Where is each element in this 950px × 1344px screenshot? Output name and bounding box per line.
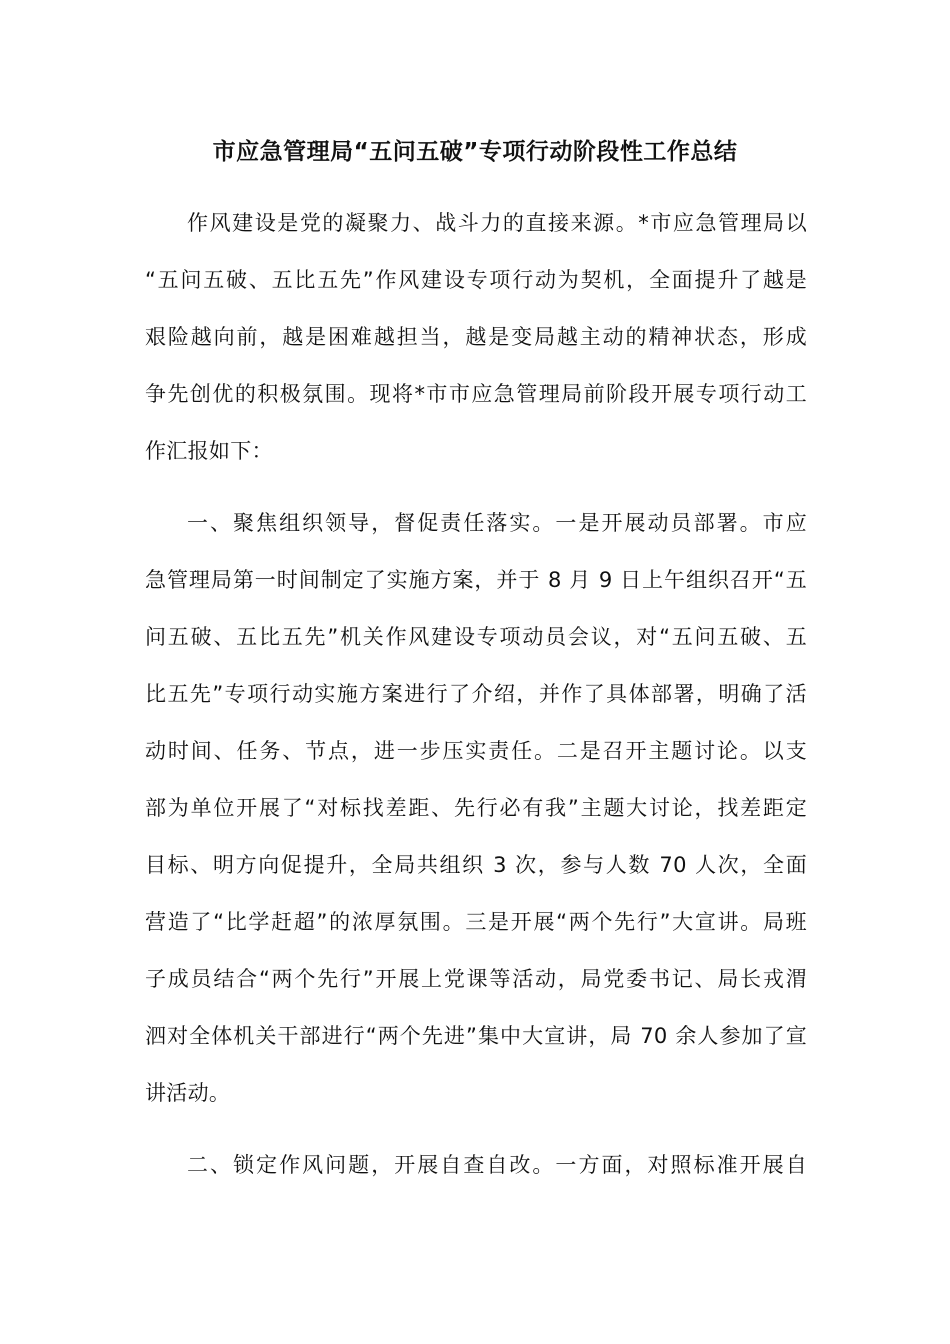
paragraph-line: 比五先”专项行动实施方案进行了介绍，并作了具体部署，明确了活 [145,682,807,706]
paragraph-line: 艰险越向前，越是困难越担当，越是变局越主动的精神状态，形成 [145,325,807,349]
paragraph-line: 泗对全体机关干部进行“两个先进”集中大宣讲，局 70 余人参加了宣 [145,1024,807,1048]
paragraph-line: “五问五破、五比五先”作风建设专项行动为契机，全面提升了越是 [145,268,807,292]
paragraph-line: 一、聚焦组织领导，督促责任落实。一是开展动员部署。市应 [187,511,807,535]
paragraph-line: 急管理局第一时间制定了实施方案，并于 8 月 9 日上午组织召开“五 [145,568,807,592]
document-title: 市应急管理局“五问五破”专项行动阶段性工作总结 [212,139,738,165]
paragraph-line: 作汇报如下： [145,439,273,463]
paragraph-line: 争先创优的积极氛围。现将*市市应急管理局前阶段开展专项行动工 [145,382,807,406]
paragraph-line: 动时间、任务、节点，进一步压实责任。二是召开主题讨论。以支 [145,739,807,763]
paragraph-line: 问五破、五比五先”机关作风建设专项动员会议，对“五问五破、五 [145,625,807,649]
paragraph-line: 营造了“比学赶超”的浓厚氛围。三是开展“两个先行”大宣讲。局班 [145,910,807,934]
paragraph-line: 目标、明方向促提升，全局共组织 3 次，参与人数 70 人次，全面 [145,853,807,877]
paragraph-line: 部为单位开展了“对标找差距、先行必有我”主题大讨论，找差距定 [145,796,807,820]
paragraph-line: 子成员结合“两个先行”开展上党课等活动，局党委书记、局长戎渭 [145,967,807,991]
paragraph-line: 二、锁定作风问题，开展自查自改。一方面，对照标准开展自 [187,1153,807,1177]
paragraph-line: 讲活动。 [145,1081,231,1105]
paragraph-line: 作风建设是党的凝聚力、战斗力的直接来源。*市应急管理局以 [187,211,807,235]
